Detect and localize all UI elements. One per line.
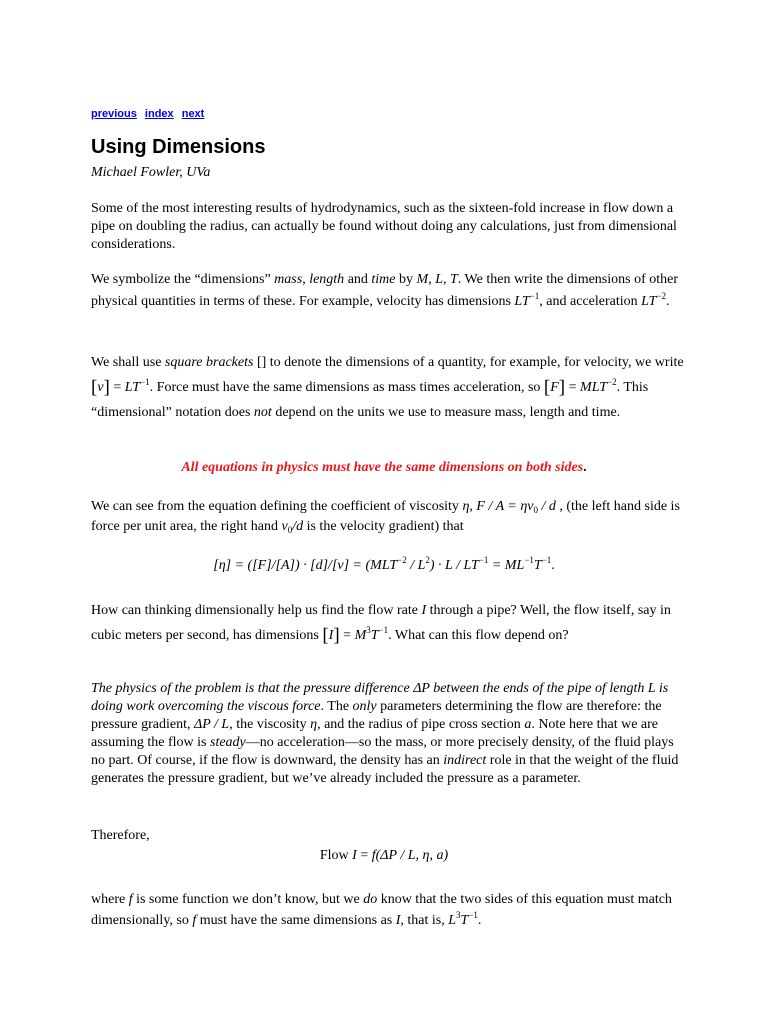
viscosity-paragraph: We can see from the equation defining the coefficient of viscosity η, $F / A = \eta v_0 / d$ , (the left hand side is force per unit area, the right hand $v_0/d$ is the velocity gradient) that [91,499,680,535]
intro-paragraph: Some of the most interesting results of hydrodynamics, such as the sixteen-fold increase in flow down a pipe on doubling the radius, can actually be found without doing any calculations, just from dimensional considerations. [91,201,677,252]
author-line: Michael Fowler, UVa [91,165,211,180]
index-link[interactable]: index [144,108,174,120]
next-link[interactable]: next [181,108,205,120]
page-title: Using Dimensions [91,136,266,158]
physics-paragraph: The physics of the problem is that the pressure difference ΔP between the ends of the pipe of length L is doing work overcoming the viscous force. The only parameters determining the flow are therefore: the pressure gradient, ΔP / L, the viscosity η, and the radius of pipe cross section a. Note here that we are assuming the flow is steady—no acceleration—so the mass, or more precisely density, of the fluid plays no part. Of course, if the flow is downward, the density has an indirect role in that the weight of the fluid generates the pressure gradient, but we’ve already included the pressure as a parameter. [91,681,679,786]
key-principle: All equations in physics must have the same dimensions on both sides. [181,460,587,475]
flow-function-equation: Flow I = f(ΔP / L, η, a) [319,848,449,863]
brackets-paragraph: We shall use square brackets [] to denote the dimensions of a quantity, for example, for velocity, we write $[v] = LT^{-1}$. Force must have the same dimensions as mass times acceleration, so $[F] = MLT^{-2}$. This “dimensional” notation does not depend on the units we use to measure mass, length and time. [91,355,684,420]
therefore-text: Therefore, [91,828,150,843]
flow-rate-paragraph: How can thinking dimensionally help us find the flow rate I through a pipe? Well, the flow itself, say in cubic meters per second, has dimensions $[I] = M^3T^{-1}$. What can this flow depend on? [91,603,671,646]
nav-bar [91,108,209,120]
previous-link[interactable]: previous [91,108,137,120]
viscosity-dimensions-equation: $[\eta] = ([F]/[A]) \cdot [d]/[v] = (MLT^{-2} / L^2) \cdot L / LT^{-1} = ML^{-1}T^{-1}$. [213,555,555,573]
function-dimensions-paragraph: where f is some function we don’t know, but we do know that the two sides of this equation must match dimensionally, so f must have the same dimensions as I, that is, $L^3T^{-1}$. [91,892,672,928]
dimensions-paragraph: We symbolize the “dimensions” mass, length and time by M, L, T. We then write the dimensions of other physical quantities in terms of these. For example, velocity has dimensions $LT^{-1}$, and acceleration $LT^{-2}$. [91,272,679,309]
